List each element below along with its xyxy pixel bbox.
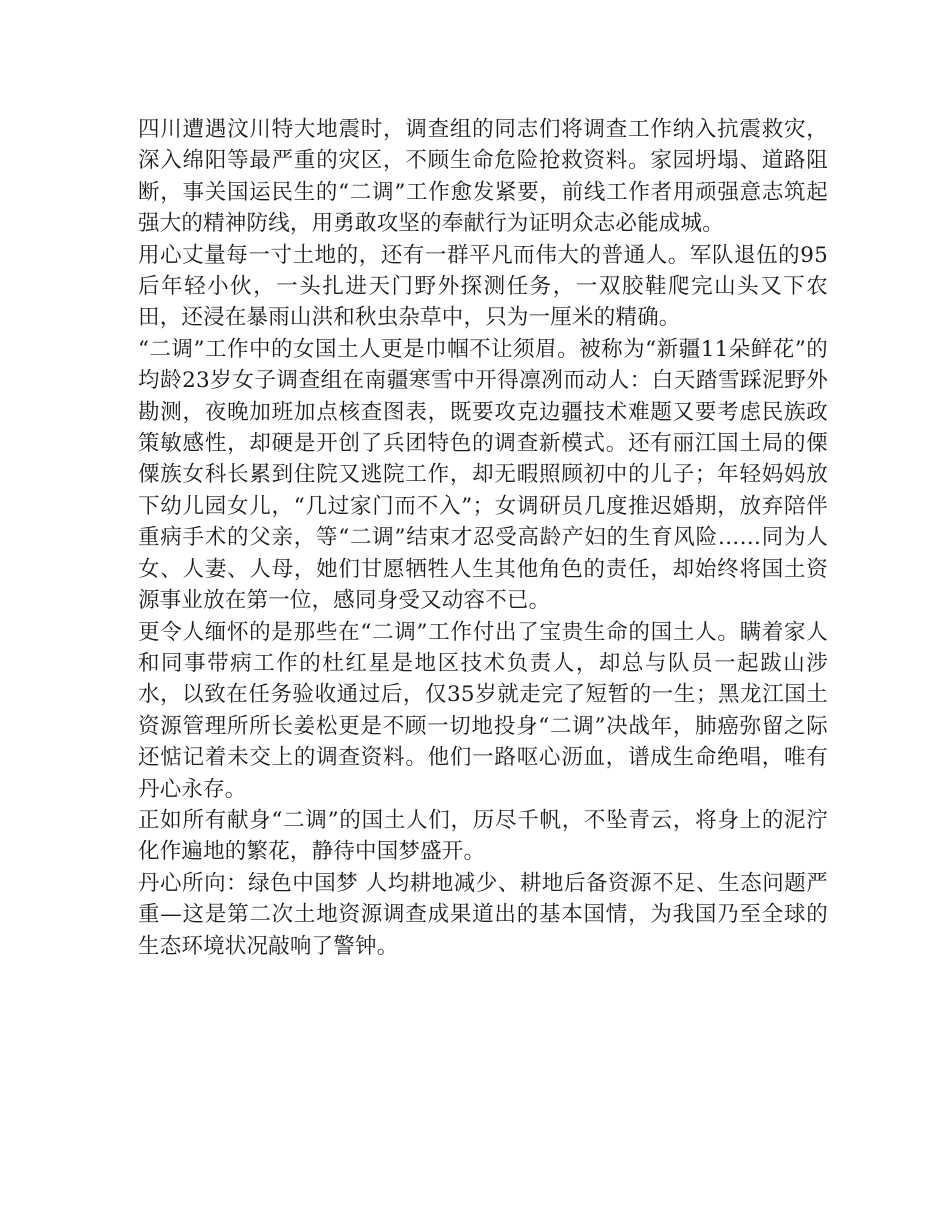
paragraph-ordinary-surveyors: 用心丈量每一寸土地的，还有一群平凡而伟大的普通人。军队退伍的95后年轻小伙，一头扎进天门野外探测任务，一双胶鞋爬完山头又下农田，还浸在暴雨山洪和秋虫杂草中，只为一厘米的精确。 <box>138 242 828 331</box>
paragraph-green-china-dream: 丹心所向：绿色中国梦 人均耕地减少、耕地后备资源不足、生态问题严重—这是第二次土地资源调查成果道出的基本国情，为我国乃至全球的生态环境状况敲响了警钟。 <box>138 870 828 959</box>
paragraph-wenchuan-earthquake: 四川遭遇汶川特大地震时，调查组的同志们将调查工作纳入抗震救灾，深入绵阳等最严重的灾区，不顾生命危险抢救资料。家园坍塌、道路阻断，事关国运民生的“二调”工作愈发紧要，前线工作者用顽强意志筑起强大的精神防线，用勇敢攻坚的奉献行为证明众志必能成城。 <box>138 117 828 237</box>
paragraph-dedication: 正如所有献身“二调”的国土人们，历尽千帆，不坠青云，将身上的泥泞化作遍地的繁花，静待中国梦盛开。 <box>138 807 828 865</box>
paragraph-women-surveyors: “二调”工作中的女国土人更是巾帼不让须眉。被称为“新疆11朵鲜花”的均龄23岁女子调查组在南疆寒雪中开得凛冽而动人：白天踏雪踩泥野外勘测，夜晚加班加点核查图表，既要攻克边疆技术难题又要考虑民族政策敏感性，却硬是开创了兵团特色的调查新模式。还有丽江国土局的傈僳族女科长累到住院又逃院工作，却无暇照顾初中的儿子；年轻妈妈放下幼儿园女儿，“几过家门而不入”；女调研员几度推迟婚期，放弃陪伴重病手术的父亲，等“二调”结束才忍受高龄产妇的生育风险……同为人女、人妻、人母，她们甘愿牺牲人生其他角色的责任，却始终将国土资源事业放在第一位，感同身受又动容不已。 <box>138 336 828 614</box>
document-body <box>138 114 828 962</box>
paragraph-memorial: 更令人缅怀的是那些在“二调”工作付出了宝贵生命的国土人。瞒着家人和同事带病工作的杜红星是地区技术负责人，却总与队员一起跋山涉水，以致在任务验收通过后，仅35岁就走完了短暂的一生；黑龙江国土资源管理所所长姜松更是不顾一切地投身“二调”决战年，肺癌弥留之际还惦记着未交上的调查资料。他们一路呕心沥血，谱成生命绝唱，唯有丹心永存。 <box>138 619 828 802</box>
